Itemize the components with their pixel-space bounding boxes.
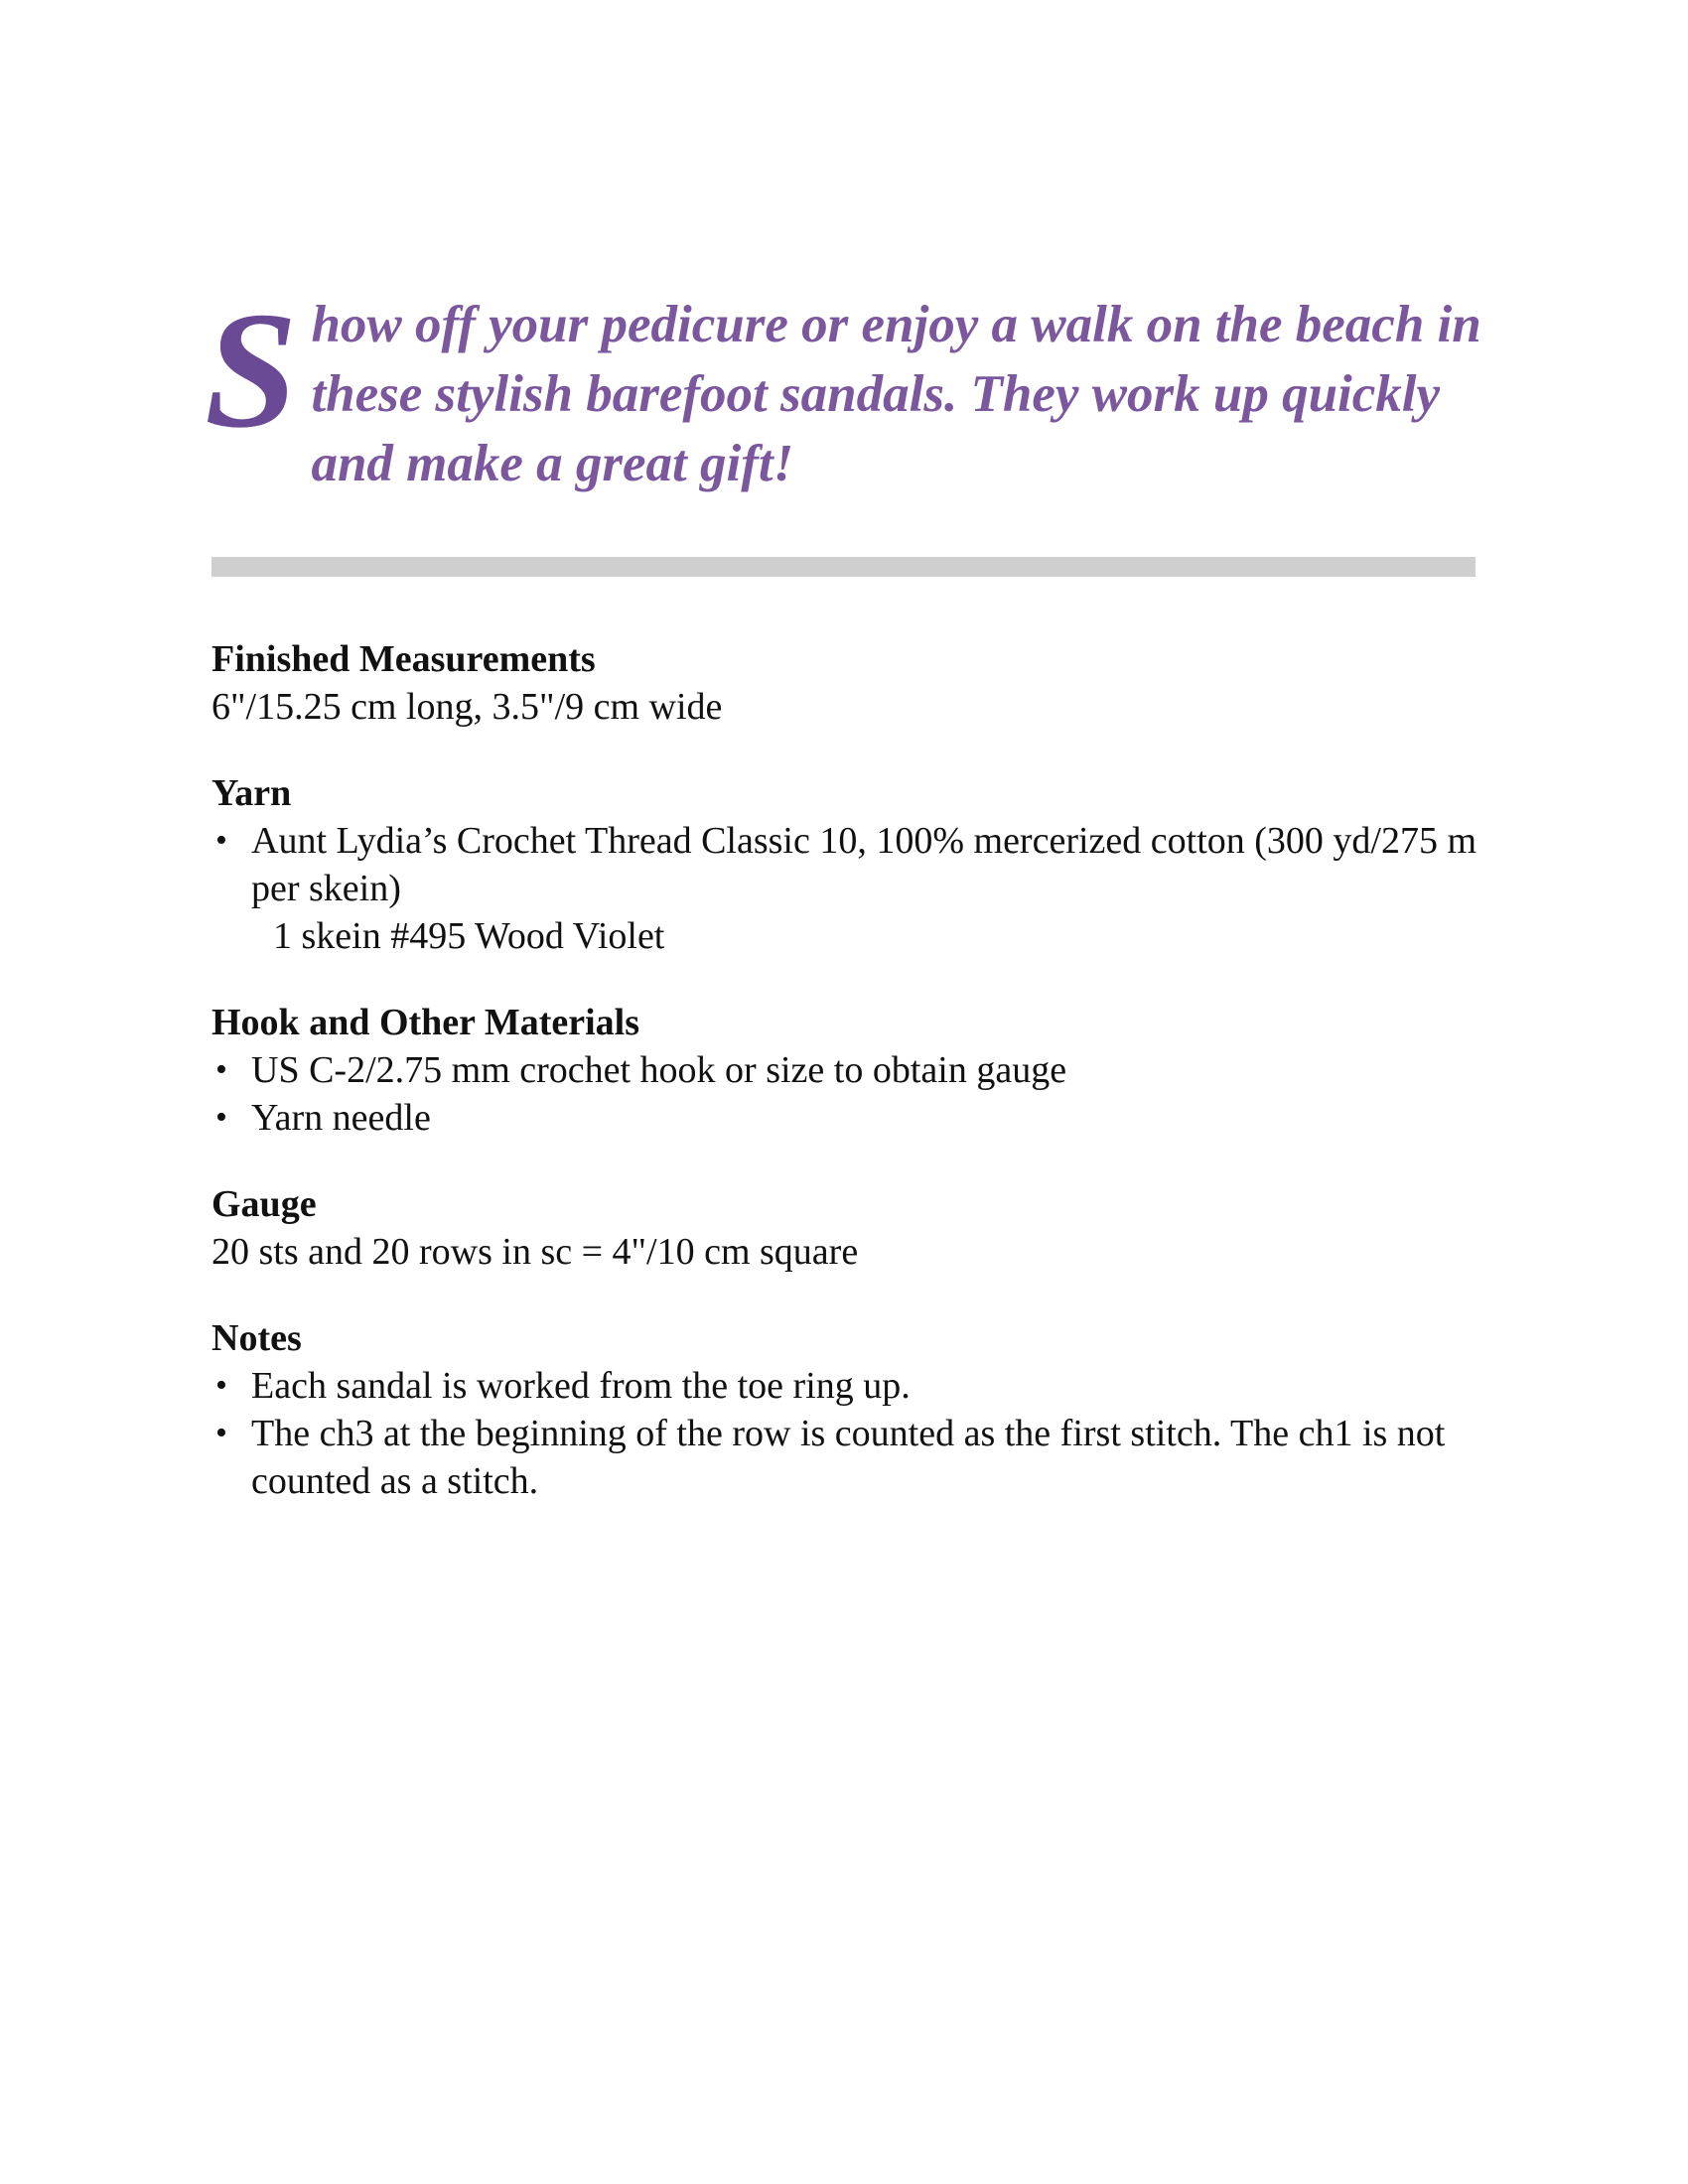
gauge-text: 20 sts and 20 rows in sc = 4"/10 cm square <box>211 1231 859 1273</box>
gauge-section <box>211 1180 1492 1276</box>
bullet-icon: • <box>215 1051 227 1088</box>
hook-heading: Hook and Other Materials <box>211 1002 640 1043</box>
hook-list <box>211 1046 1492 1142</box>
list-item <box>211 1094 1492 1142</box>
list-item <box>211 1362 1492 1410</box>
yarn-heading: Yarn <box>211 772 292 814</box>
yarn-list <box>211 817 1492 912</box>
list-item <box>211 1046 1492 1094</box>
yarn-item-text: Aunt Lydia’s Crochet Thread Classic 10, 100% mercerized cotton (300 yd/275 m per skein) <box>251 820 1477 909</box>
hook-item-text: US C-2/2.75 mm crochet hook or size to obtain gauge <box>251 1049 1067 1091</box>
divider-rule <box>211 557 1476 577</box>
pattern-specs <box>211 635 1492 1544</box>
notes-item-text: The ch3 at the beginning of the row is counted as the first stitch. The ch1 is not counted as a stitch. <box>251 1413 1446 1502</box>
hook-item-text: Yarn needle <box>251 1097 431 1139</box>
bullet-icon: • <box>215 822 227 859</box>
list-item <box>211 1410 1492 1505</box>
list-item <box>211 817 1492 912</box>
drop-cap: S <box>205 278 298 463</box>
bullet-icon: • <box>215 1367 227 1404</box>
finished-measurements-section <box>211 635 1492 731</box>
yarn-sub-line: 1 skein #495 Wood Violet <box>273 915 665 957</box>
notes-section <box>211 1314 1492 1505</box>
notes-heading: Notes <box>211 1317 302 1359</box>
bullet-icon: • <box>215 1099 227 1136</box>
notes-item-text: Each sandal is worked from the toe ring up. <box>251 1365 911 1407</box>
gauge-heading: Gauge <box>211 1183 317 1225</box>
notes-list <box>211 1362 1492 1505</box>
finished-measurements-text: 6"/15.25 cm long, 3.5"/9 cm wide <box>211 686 723 728</box>
bullet-icon: • <box>215 1415 227 1451</box>
yarn-section <box>211 769 1492 960</box>
intro-paragraph <box>205 278 1501 498</box>
finished-measurements-heading: Finished Measurements <box>211 638 596 680</box>
intro-text: how off your pedicure or enjoy a walk on the beach in these stylish barefoot sandals. They work up quickly and make a great gift! <box>311 296 1481 492</box>
hook-section <box>211 999 1492 1142</box>
